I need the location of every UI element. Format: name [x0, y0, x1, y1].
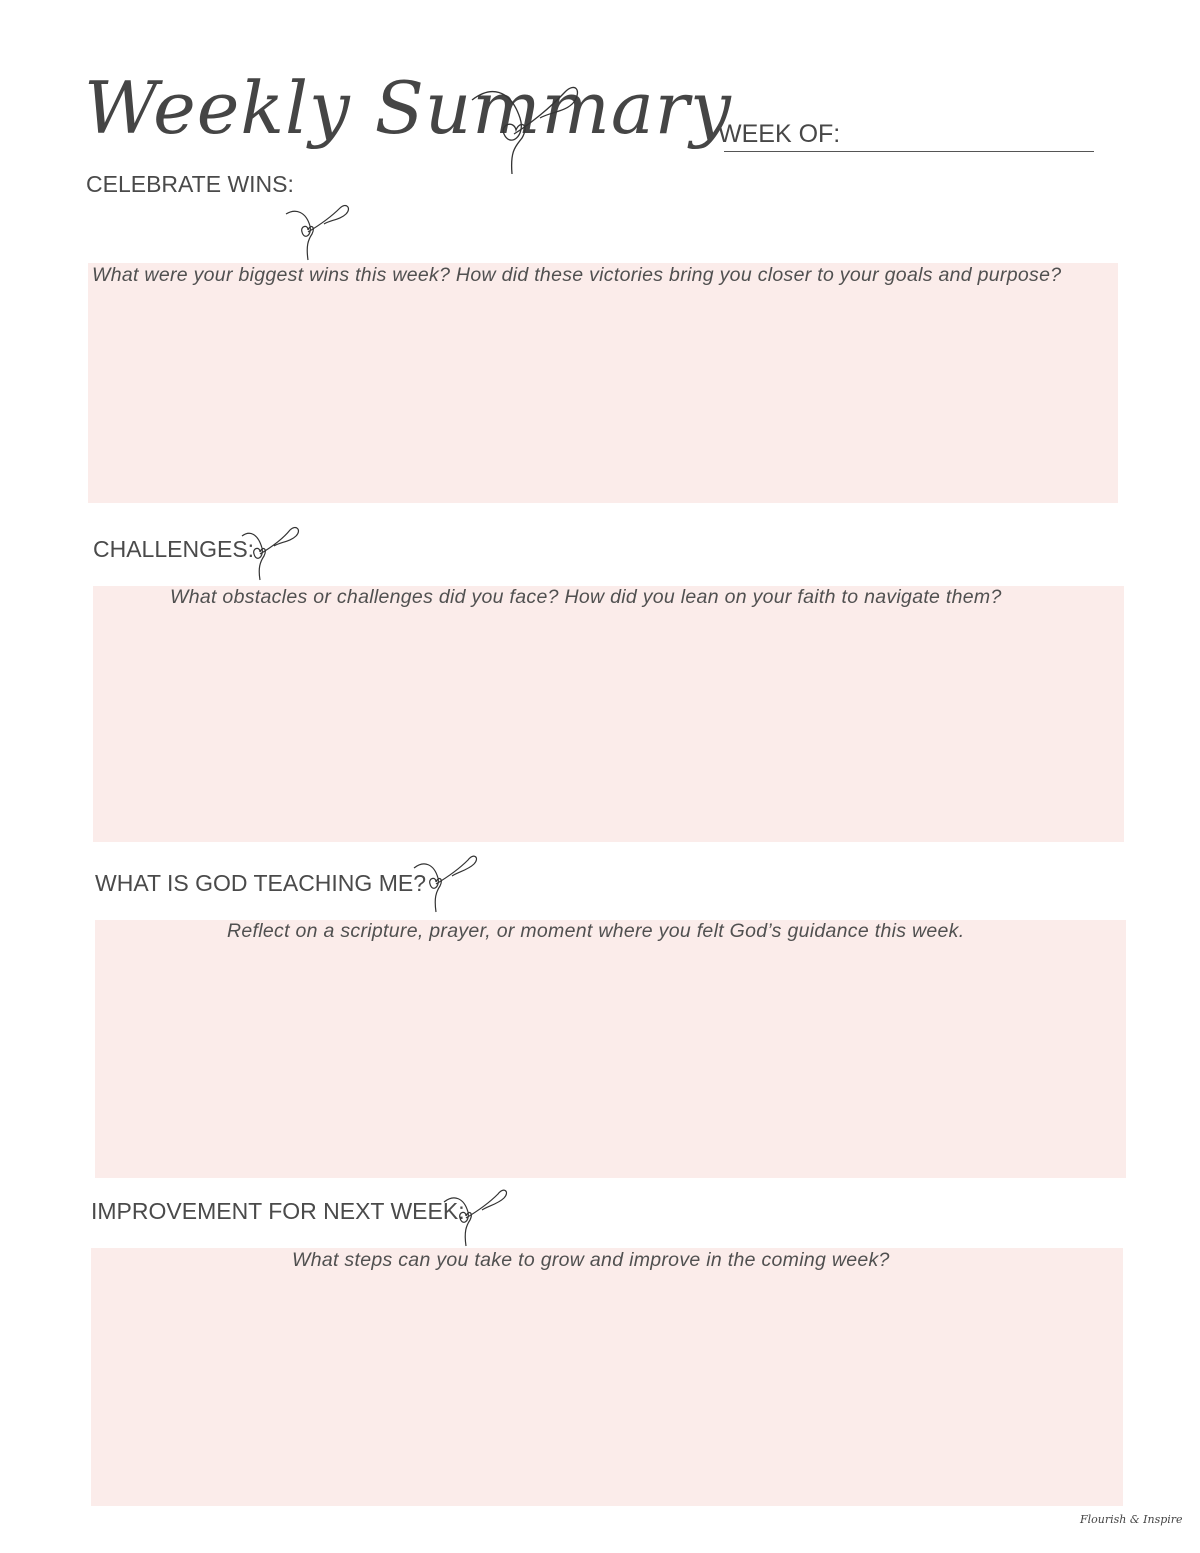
- god-teaching-prompt: Reflect on a scripture, prayer, or moment where you felt God’s guidance this week.: [227, 920, 965, 942]
- page-title: Weekly Summary: [84, 66, 732, 150]
- challenges-prompt: What obstacles or challenges did you face? How did you lean on your faith to navigate them?: [170, 586, 1002, 608]
- heart-flourish-icon: [284, 200, 354, 262]
- heart-flourish-icon: [240, 520, 302, 582]
- celebrate-wins-writing-area[interactable]: [88, 263, 1118, 503]
- week-of-input-line[interactable]: [724, 151, 1094, 152]
- section-heading-improvement: IMPROVEMENT FOR NEXT WEEK:: [91, 1198, 465, 1224]
- heart-flourish-icon: [442, 1184, 512, 1248]
- challenges-writing-area[interactable]: [93, 586, 1124, 842]
- heart-flourish-icon: [412, 850, 482, 914]
- god-teaching-writing-area[interactable]: [95, 920, 1126, 1178]
- celebrate-wins-prompt: What were your biggest wins this week? How did these victories bring you closer to your goals and purpose?: [92, 264, 1062, 286]
- improvement-writing-area[interactable]: [91, 1248, 1123, 1506]
- week-of-label: WEEK OF:: [718, 120, 841, 148]
- section-heading-god-teaching: WHAT IS GOD TEACHING ME?: [95, 870, 426, 896]
- heart-flourish-icon: [470, 78, 585, 178]
- improvement-prompt: What steps can you take to grow and improve in the coming week?: [292, 1249, 890, 1271]
- section-heading-challenges: CHALLENGES:: [93, 536, 255, 562]
- section-heading-celebrate-wins: CELEBRATE WINS:: [86, 171, 294, 197]
- brand-signature: Flourish & Inspire: [1080, 1513, 1183, 1526]
